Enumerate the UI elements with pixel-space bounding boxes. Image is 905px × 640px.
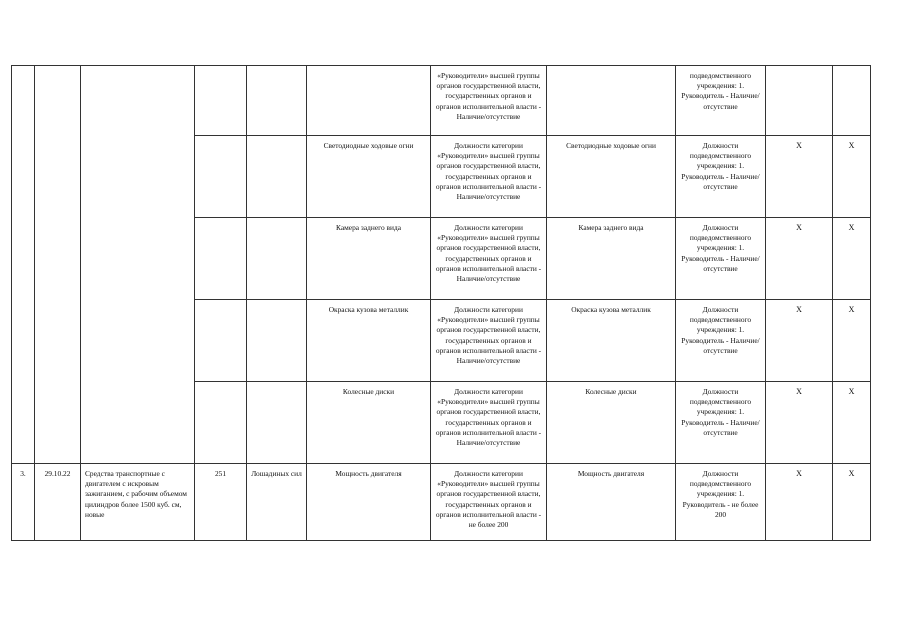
name-cell: Средства транспортные с двигателем с искровым зажиганием, с рабочим объемом цилиндров более 1500 куб. см, новые xyxy=(81,464,195,541)
characteristic2-cell: Окраска кузова металлик xyxy=(547,300,676,382)
unit-cell xyxy=(247,382,307,464)
x1-cell: X xyxy=(766,218,833,300)
characteristic2-cell xyxy=(547,66,676,136)
num-cell xyxy=(12,66,35,464)
subordinate-requirement-cell: Должности подведомственного учреждения: 1. Руководитель - не более 200 xyxy=(676,464,766,541)
subordinate-requirement-cell: Должности подведомственного учреждения: 1. Руководитель - Наличие/отсутствие xyxy=(676,218,766,300)
x1-cell: X xyxy=(766,464,833,541)
characteristic-cell xyxy=(307,66,431,136)
characteristic-cell: Светодиодные ходовые огни xyxy=(307,136,431,218)
procurement-requirements-table xyxy=(11,65,871,541)
x2-cell: X xyxy=(833,464,871,541)
code-cell: 251 xyxy=(195,464,247,541)
unit-cell xyxy=(247,218,307,300)
x2-cell: X xyxy=(833,300,871,382)
num-cell: 3. xyxy=(12,464,35,541)
x1-cell xyxy=(766,66,833,136)
subordinate-requirement-cell: Должности подведомственного учреждения: 1. Руководитель - Наличие/отсутствие xyxy=(676,382,766,464)
requirement-cell: Должности категории «Руководители» высшей группы органов государственной власти, государственных органов и органов исполнительной власти - Наличие/отсутствие xyxy=(431,136,547,218)
requirement-cell: Должности категории «Руководители» высшей группы органов государственной власти, государственных органов и органов исполнительной власти - Наличие/отсутствие xyxy=(431,218,547,300)
code-cell xyxy=(195,382,247,464)
characteristic-cell: Колесные диски xyxy=(307,382,431,464)
x2-cell: X xyxy=(833,382,871,464)
table-row xyxy=(12,66,871,136)
x2-cell: X xyxy=(833,218,871,300)
characteristic-cell: Окраска кузова металлик xyxy=(307,300,431,382)
x1-cell: X xyxy=(766,300,833,382)
code-cell xyxy=(195,136,247,218)
code-cell xyxy=(195,300,247,382)
unit-cell xyxy=(247,66,307,136)
characteristic-cell: Мощность двигателя xyxy=(307,464,431,541)
code-cell xyxy=(195,66,247,136)
characteristic2-cell: Светодиодные ходовые огни xyxy=(547,136,676,218)
subordinate-requirement-cell: Должности подведомственного учреждения: 1. Руководитель - Наличие/отсутствие xyxy=(676,136,766,218)
subordinate-requirement-cell: подведомственного учреждения: 1. Руководитель - Наличие/отсутствие xyxy=(676,66,766,136)
requirement-cell: Должности категории «Руководители» высшей группы органов государственной власти, государственных органов и органов исполнительной власти - Наличие/отсутствие xyxy=(431,300,547,382)
okpd-cell: 29.10.22 xyxy=(35,464,81,541)
name-cell xyxy=(81,66,195,464)
characteristic2-cell: Камера заднего вида xyxy=(547,218,676,300)
characteristic2-cell: Колесные диски xyxy=(547,382,676,464)
unit-cell xyxy=(247,300,307,382)
requirement-cell: Должности категории «Руководители» высшей группы органов государственной власти, государственных органов и органов исполнительной власти - Наличие/отсутствие xyxy=(431,382,547,464)
table-row xyxy=(12,464,871,541)
subordinate-requirement-cell: Должности подведомственного учреждения: 1. Руководитель - Наличие/отсутствие xyxy=(676,300,766,382)
okpd-cell xyxy=(35,66,81,464)
unit-cell: Лошадиных сил xyxy=(247,464,307,541)
code-cell xyxy=(195,218,247,300)
x1-cell: X xyxy=(766,136,833,218)
unit-cell xyxy=(247,136,307,218)
requirement-cell: Должности категории «Руководители» высшей группы органов государственной власти, государственных органов и органов исполнительной власти - не более 200 xyxy=(431,464,547,541)
x2-cell xyxy=(833,66,871,136)
x2-cell: X xyxy=(833,136,871,218)
requirement-cell: «Руководители» высшей группы органов государственной власти, государственных органов и органов исполнительной власти - Наличие/отсутствие xyxy=(431,66,547,136)
characteristic2-cell: Мощность двигателя xyxy=(547,464,676,541)
characteristic-cell: Камера заднего вида xyxy=(307,218,431,300)
x1-cell: X xyxy=(766,382,833,464)
